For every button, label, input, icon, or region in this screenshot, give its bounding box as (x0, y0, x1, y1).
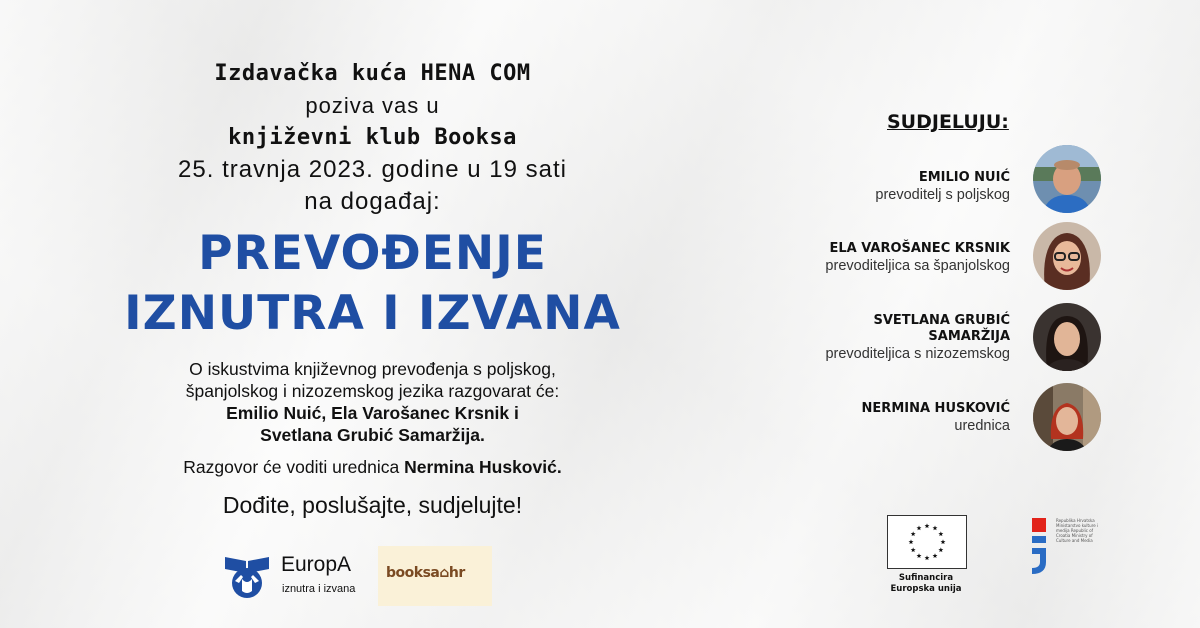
eu-star (911, 531, 916, 536)
participant-4 (862, 401, 1010, 435)
eu-star (941, 539, 946, 544)
invite-line: poziva vas u (305, 93, 440, 118)
europa-logo-word: EuropA (281, 553, 352, 576)
event-title-line2: IZNUTRA I IZVANA (124, 286, 621, 341)
participant-4-role: urednica (954, 418, 1010, 434)
eu-caption-line1: Sufinancira (898, 573, 954, 583)
participant-3-avatar (1033, 303, 1101, 371)
ministry-logo-text: Republika Hrvatska Ministarstvo kulture i medija Republic of Croatia Ministry of Culture and Media (1056, 518, 1099, 543)
participants-heading: SUDJELUJU: (887, 111, 1009, 133)
moderator-line (100, 456, 645, 478)
participant-3 (825, 313, 1010, 363)
datetime-line: 25. travnja 2023. godine u 19 sati (178, 156, 567, 183)
participant-1-role: prevoditelj s poljskog (875, 187, 1010, 203)
event-description (100, 358, 645, 446)
participant-2-role: prevoditeljica sa španjolskog (825, 258, 1010, 274)
eu-star (917, 553, 922, 558)
eu-star (911, 547, 916, 552)
eu-star (909, 539, 914, 544)
event-title (100, 224, 645, 344)
participant-4-name: NERMINA HUSKOVIĆ (861, 401, 1010, 416)
eu-flag (887, 515, 967, 569)
participant-3-role: prevoditeljica s nizozemskog (825, 346, 1010, 362)
participant-1-name: EMILIO NUIĆ (918, 170, 1010, 185)
europa-logo-subtitle: iznutra i izvana (282, 583, 356, 595)
event-intro-line: na događaj: (304, 188, 441, 215)
participant-3-name-line2: SAMARŽIJA (928, 329, 1010, 344)
eu-star (917, 526, 922, 531)
call-to-action: Dođite, poslušajte, sudjelujte! (222, 492, 523, 518)
description-guests-line2: Svetlana Grubić Samaržija. (260, 425, 485, 445)
participant-2-name: ELA VAROŠANEC KRSNIK (829, 241, 1010, 256)
participant-1 (875, 170, 1010, 204)
eu-star (933, 553, 938, 558)
moderator-prefix: Razgovor će voditi urednica (183, 457, 400, 477)
moderator-name: Nermina Husković. (404, 457, 562, 477)
publisher-line: Izdavačka kuća HENA COM (214, 61, 531, 86)
participant-1-avatar (1033, 145, 1101, 213)
booksa-logo-word: booksa⌂hr (386, 565, 465, 581)
eu-star (933, 526, 938, 531)
description-line2: španjolskog i nizozemskog jezika razgovarat će: (185, 381, 560, 401)
eu-caption (855, 573, 997, 595)
description-line1: O iskustvima književnog prevođenja s poljskog, (189, 359, 556, 379)
description-guests-line1: Emilio Nuić, Ela Varošanec Krsnik i (226, 403, 519, 423)
participant-2-avatar (1033, 222, 1101, 290)
invitation-block (100, 58, 645, 520)
ministry-logo (1030, 518, 1100, 578)
venue-line: književni klub Booksa (228, 125, 517, 150)
event-title-line1: PREVOĐENJE (198, 226, 547, 281)
europa-logo (219, 547, 364, 603)
eu-star (925, 555, 930, 560)
eu-stars-icon (888, 516, 966, 568)
participant-2 (825, 241, 1010, 275)
participant-3-name-line1: SVETLANA GRUBIĆ (873, 313, 1010, 328)
ministry-mark-icon (1030, 518, 1052, 576)
eu-star (938, 531, 943, 536)
europa-book-hands-icon (219, 547, 275, 603)
eu-star (938, 547, 943, 552)
eu-caption-line2: Europska unija (890, 584, 962, 594)
booksa-logo (378, 546, 492, 606)
participant-4-avatar (1033, 383, 1101, 451)
eu-star (925, 523, 930, 528)
